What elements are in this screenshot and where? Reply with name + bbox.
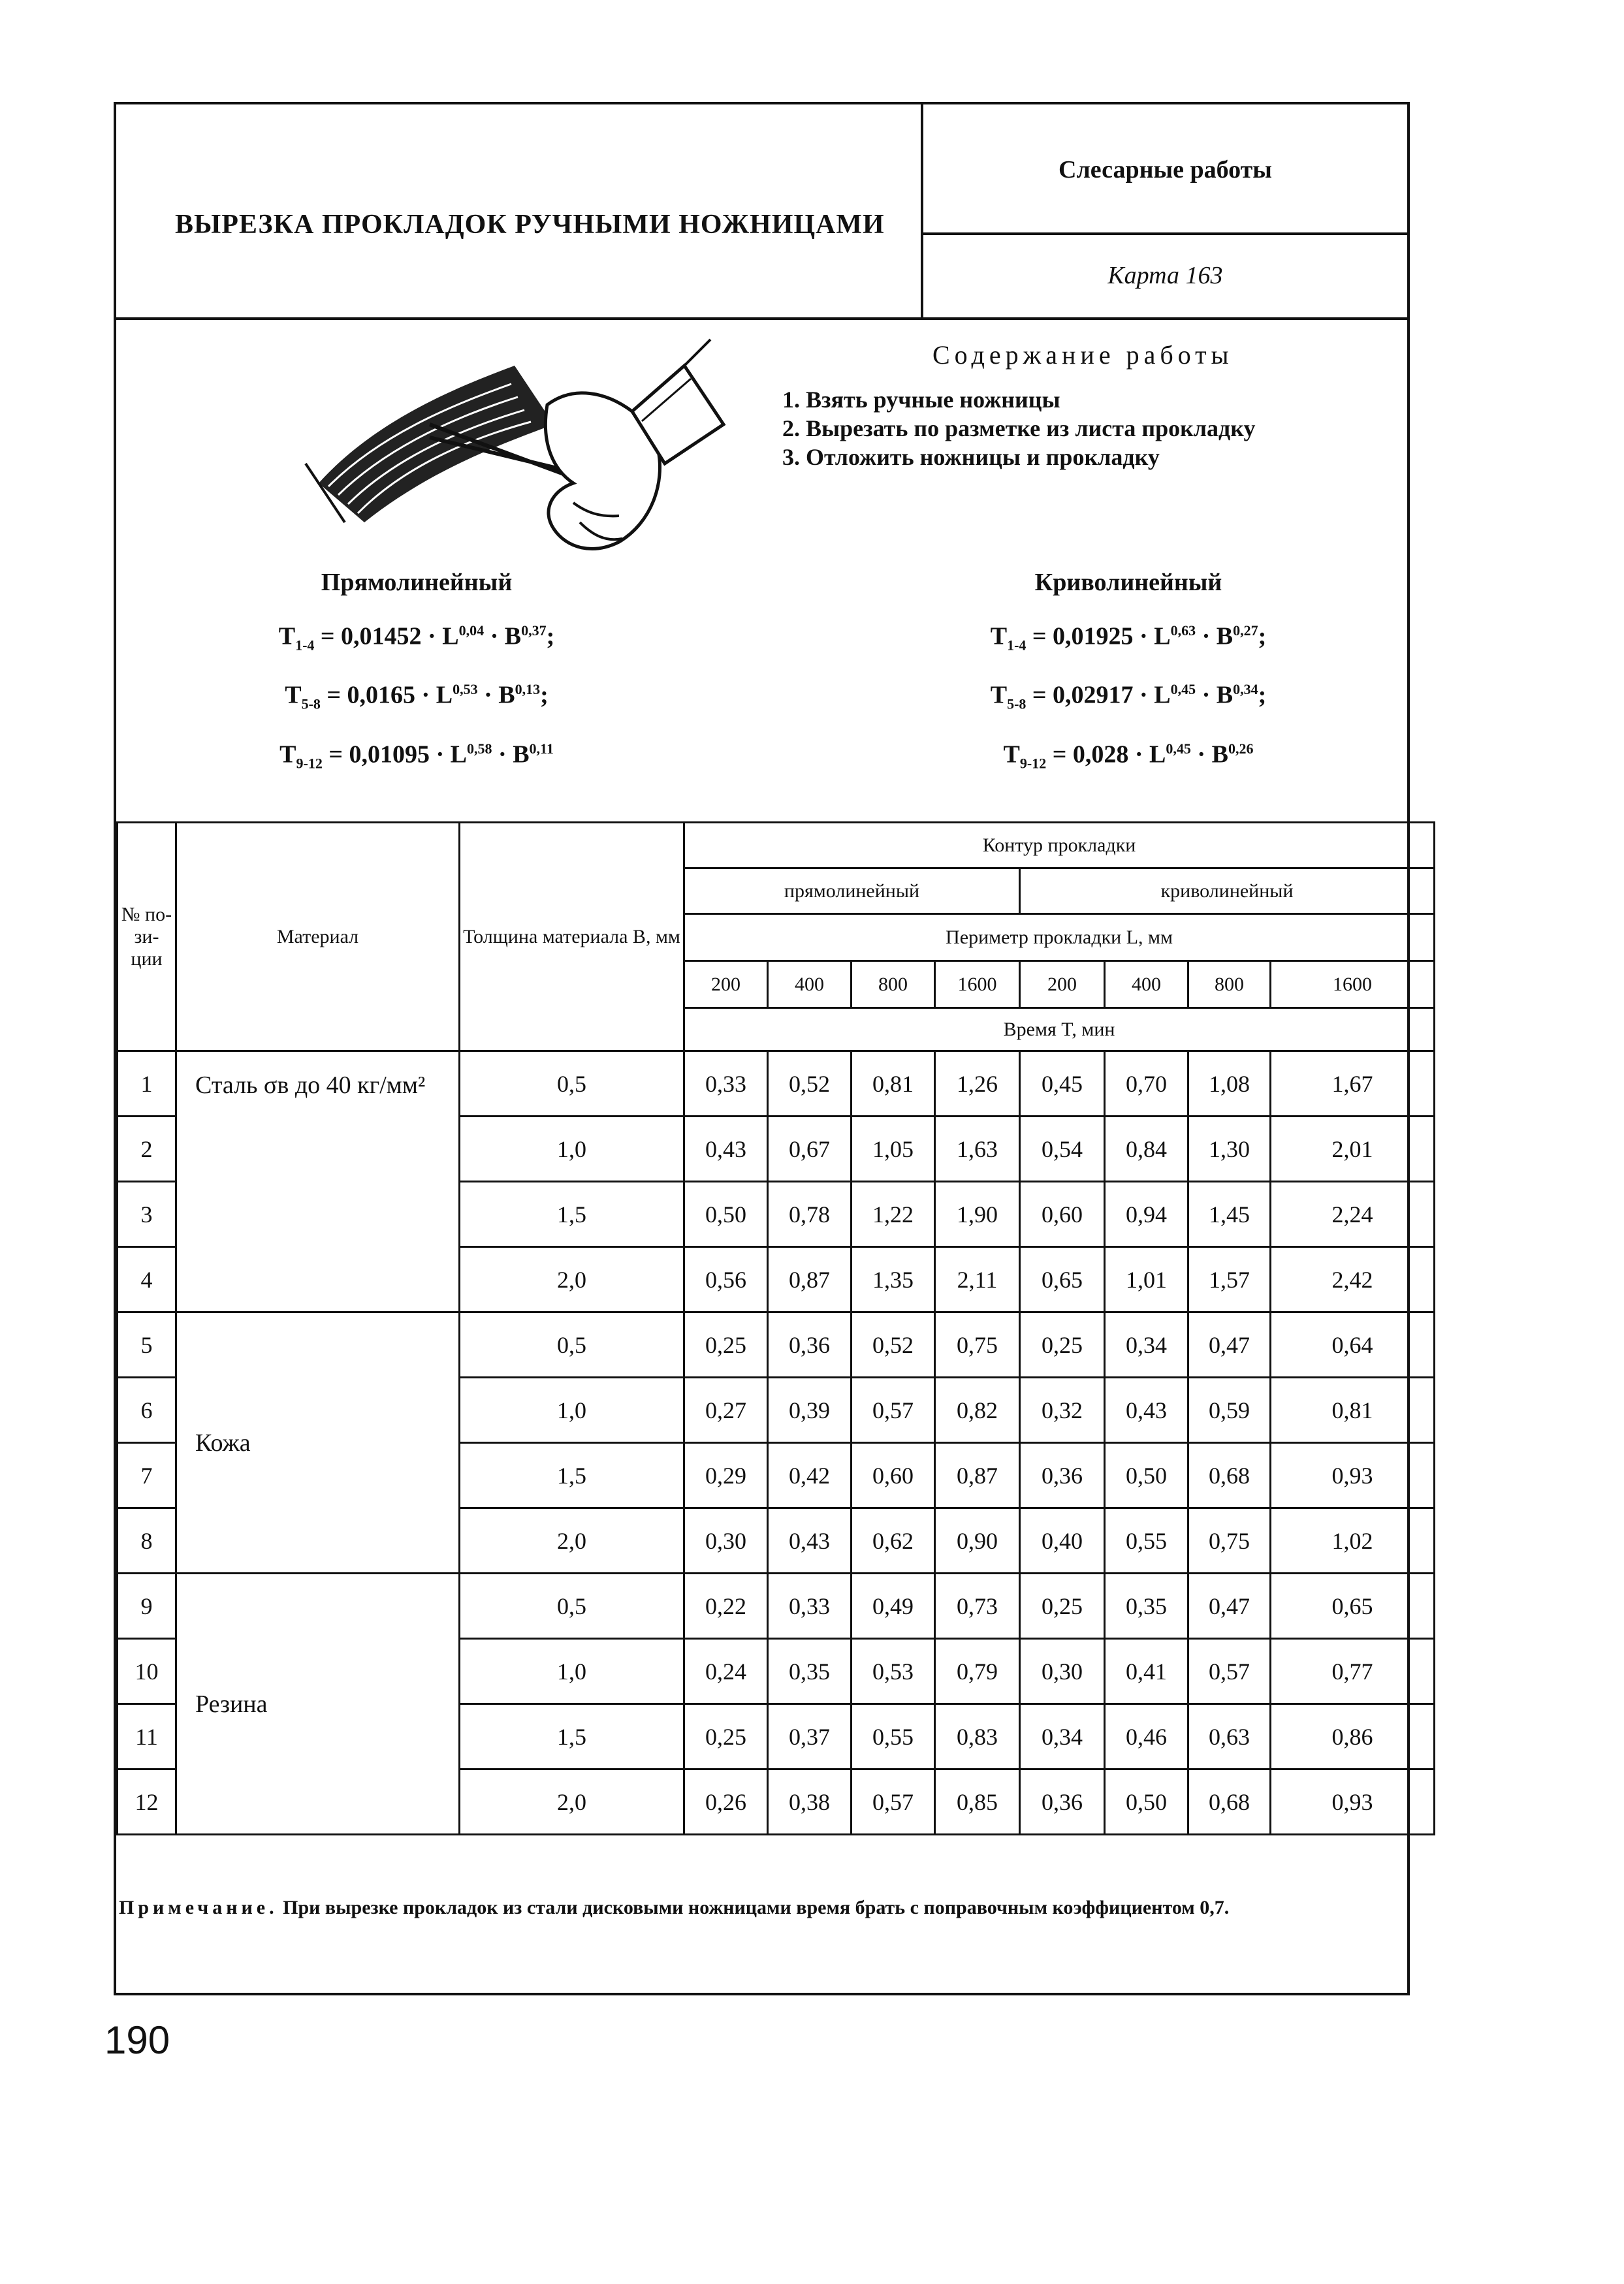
formula-line: $T_{5-8} = 0,0165 \cdot L^{0,53} \cdot B^{0,13}$; <box>285 681 549 712</box>
time-value: 0,64 <box>1271 1312 1435 1378</box>
col-header-perimeter: Периметр прокладки L, мм <box>684 914 1435 961</box>
footnote-label: Примечание. <box>119 1897 278 1918</box>
time-value: 0,25 <box>1020 1312 1105 1378</box>
perimeter-value: 200 <box>1020 961 1105 1008</box>
time-value: 0,57 <box>1188 1639 1271 1704</box>
material-name: Сталь σв до 40 кг/мм² <box>176 1051 460 1312</box>
time-value: 0,25 <box>1020 1574 1105 1639</box>
time-value: 1,05 <box>852 1117 935 1182</box>
time-value: 0,26 <box>684 1769 768 1835</box>
col-header-straight: прямолинейный <box>684 868 1020 914</box>
time-value: 0,81 <box>852 1051 935 1117</box>
time-value: 0,87 <box>935 1443 1020 1508</box>
work-step: 1. Взять ручные ножницы <box>782 387 1060 413</box>
work-step: 3. Отложить ножницы и прокладку <box>782 444 1160 470</box>
time-value: 0,22 <box>684 1574 768 1639</box>
position-number: 2 <box>118 1117 176 1182</box>
time-value: 0,30 <box>684 1508 768 1574</box>
time-value: 0,87 <box>768 1247 852 1312</box>
col-header-thickness: Толщина материала B, мм <box>460 823 684 1051</box>
time-value: 0,62 <box>852 1508 935 1574</box>
time-value: 0,46 <box>1105 1704 1188 1769</box>
time-value: 0,86 <box>1271 1704 1435 1769</box>
time-value: 0,32 <box>1020 1378 1105 1443</box>
position-number: 5 <box>118 1312 176 1378</box>
time-value: 0,78 <box>768 1182 852 1247</box>
time-value: 0,54 <box>1020 1117 1105 1182</box>
time-value: 0,50 <box>1105 1769 1188 1835</box>
time-value: 2,11 <box>935 1247 1020 1312</box>
time-value: 0,68 <box>1188 1443 1271 1508</box>
time-value: 1,08 <box>1188 1051 1271 1117</box>
position-number: 9 <box>118 1574 176 1639</box>
time-value: 0,84 <box>1105 1117 1188 1182</box>
time-value: 0,33 <box>684 1051 768 1117</box>
table-body <box>118 1051 1435 1835</box>
time-value: 0,56 <box>684 1247 768 1312</box>
time-value: 0,35 <box>1105 1574 1188 1639</box>
time-value: 0,52 <box>852 1312 935 1378</box>
time-value: 0,77 <box>1271 1639 1435 1704</box>
perimeter-value: 200 <box>684 961 768 1008</box>
time-value: 0,34 <box>1020 1704 1105 1769</box>
table-row <box>118 1574 1435 1639</box>
time-value: 0,36 <box>1020 1443 1105 1508</box>
perimeter-value: 1600 <box>1271 961 1435 1008</box>
position-number: 1 <box>118 1051 176 1117</box>
thickness-value: 1,5 <box>460 1443 684 1508</box>
thickness-value: 1,5 <box>460 1704 684 1769</box>
time-value: 0,42 <box>768 1443 852 1508</box>
time-value: 0,35 <box>768 1639 852 1704</box>
title-cell <box>116 104 923 320</box>
time-value: 0,27 <box>684 1378 768 1443</box>
time-value: 0,75 <box>935 1312 1020 1378</box>
thickness-value: 0,5 <box>460 1051 684 1117</box>
time-value: 0,59 <box>1188 1378 1271 1443</box>
norms-table <box>116 821 1435 1835</box>
time-value: 0,63 <box>1188 1704 1271 1769</box>
time-value: 0,68 <box>1188 1769 1271 1835</box>
time-value: 0,65 <box>1020 1247 1105 1312</box>
time-value: 0,60 <box>1020 1182 1105 1247</box>
time-value: 0,47 <box>1188 1312 1271 1378</box>
position-number: 12 <box>118 1769 176 1835</box>
time-value: 0,25 <box>684 1704 768 1769</box>
section-cell <box>923 104 1407 235</box>
table-row <box>118 1051 1435 1117</box>
time-value: 0,50 <box>1105 1443 1188 1508</box>
thickness-value: 1,0 <box>460 1378 684 1443</box>
time-value: 1,26 <box>935 1051 1020 1117</box>
time-value: 0,55 <box>852 1704 935 1769</box>
time-value: 0,33 <box>768 1574 852 1639</box>
time-value: 0,29 <box>684 1443 768 1508</box>
time-value: 2,01 <box>1271 1117 1435 1182</box>
time-value: 0,34 <box>1105 1312 1188 1378</box>
perimeter-value: 800 <box>852 961 935 1008</box>
thickness-value: 0,5 <box>460 1574 684 1639</box>
perimeter-value: 1600 <box>935 961 1020 1008</box>
time-value: 1,63 <box>935 1117 1020 1182</box>
time-value: 0,79 <box>935 1639 1020 1704</box>
col-header-contour: Контур прокладки <box>684 823 1435 868</box>
time-value: 0,37 <box>768 1704 852 1769</box>
work-content-heading: Содержание работы <box>932 340 1234 370</box>
time-value: 1,30 <box>1188 1117 1271 1182</box>
col-header-position: № по- зи- ции <box>118 823 176 1051</box>
perimeter-value: 400 <box>768 961 852 1008</box>
time-value: 0,57 <box>852 1769 935 1835</box>
col-header-material: Материал <box>176 823 460 1051</box>
thickness-value: 0,5 <box>460 1312 684 1378</box>
curved-formulas-title: Криволинейный <box>1034 569 1222 596</box>
col-header-curved: криволинейный <box>1020 868 1435 914</box>
time-value: 0,85 <box>935 1769 1020 1835</box>
position-number: 4 <box>118 1247 176 1312</box>
time-value: 1,35 <box>852 1247 935 1312</box>
time-value: 2,24 <box>1271 1182 1435 1247</box>
time-value: 0,93 <box>1271 1769 1435 1835</box>
straight-formulas <box>188 568 645 785</box>
time-value: 0,24 <box>684 1639 768 1704</box>
time-value: 0,67 <box>768 1117 852 1182</box>
perimeter-value: 400 <box>1105 961 1188 1008</box>
time-value: 1,22 <box>852 1182 935 1247</box>
curved-formulas <box>900 568 1357 785</box>
page-number: 190 <box>104 2018 170 2062</box>
time-value: 0,75 <box>1188 1508 1271 1574</box>
work-steps <box>782 385 1256 471</box>
time-value: 0,53 <box>852 1639 935 1704</box>
norms-table-wrapper <box>116 821 1407 1835</box>
time-value: 2,42 <box>1271 1247 1435 1312</box>
position-number: 6 <box>118 1378 176 1443</box>
time-value: 0,50 <box>684 1182 768 1247</box>
time-value: 0,83 <box>935 1704 1020 1769</box>
thickness-value: 1,5 <box>460 1182 684 1247</box>
time-value: 0,49 <box>852 1574 935 1639</box>
time-value: 0,81 <box>1271 1378 1435 1443</box>
time-value: 1,01 <box>1105 1247 1188 1312</box>
perimeter-value: 800 <box>1188 961 1271 1008</box>
time-value: 1,90 <box>935 1182 1020 1247</box>
thickness-value: 2,0 <box>460 1769 684 1835</box>
material-name: Резина <box>176 1574 460 1835</box>
time-value: 0,57 <box>852 1378 935 1443</box>
position-number: 7 <box>118 1443 176 1508</box>
time-value: 0,25 <box>684 1312 768 1378</box>
time-value: 1,02 <box>1271 1508 1435 1574</box>
time-value: 0,73 <box>935 1574 1020 1639</box>
time-value: 0,36 <box>768 1312 852 1378</box>
straight-formulas-title: Прямолинейный <box>321 569 513 596</box>
time-value: 0,52 <box>768 1051 852 1117</box>
thickness-value: 2,0 <box>460 1247 684 1312</box>
time-value: 0,45 <box>1020 1051 1105 1117</box>
formula-line: $T_{9-12} = 0,01095 \cdot L^{0,58} \cdot B^{0,11}$ <box>279 740 554 771</box>
time-value: 0,41 <box>1105 1639 1188 1704</box>
time-value: 0,55 <box>1105 1508 1188 1574</box>
time-value: 0,47 <box>1188 1574 1271 1639</box>
thickness-value: 2,0 <box>460 1508 684 1574</box>
formula-line: $T_{1-4} = 0,01925 \cdot L^{0,63} \cdot B^{0,27}$; <box>990 622 1267 654</box>
time-value: 0,43 <box>684 1117 768 1182</box>
time-value: 0,30 <box>1020 1639 1105 1704</box>
position-number: 3 <box>118 1182 176 1247</box>
document-frame <box>114 102 1410 1995</box>
time-value: 1,45 <box>1188 1182 1271 1247</box>
position-number: 11 <box>118 1704 176 1769</box>
time-value: 0,43 <box>1105 1378 1188 1443</box>
table-row <box>118 1312 1435 1378</box>
col-header-time: Время T, мин <box>684 1008 1435 1051</box>
formula-line: $T_{1-4} = 0,01452 \cdot L^{0,04} \cdot B^{0,37}$; <box>278 622 555 654</box>
position-number: 8 <box>118 1508 176 1574</box>
card-cell <box>923 235 1407 320</box>
footnote-text: При вырезке прокладок из стали дисковыми ножницами время брать с поправочным коэффициентом 0,7. <box>278 1897 1230 1918</box>
material-name: Кожа <box>176 1312 460 1574</box>
time-value: 0,40 <box>1020 1508 1105 1574</box>
time-value: 0,39 <box>768 1378 852 1443</box>
position-number: 10 <box>118 1639 176 1704</box>
thickness-value: 1,0 <box>460 1117 684 1182</box>
formula-line: $T_{5-8} = 0,02917 \cdot L^{0,45} \cdot B^{0,34}$; <box>990 681 1267 712</box>
thickness-value: 1,0 <box>460 1639 684 1704</box>
time-value: 0,36 <box>1020 1769 1105 1835</box>
time-value: 0,65 <box>1271 1574 1435 1639</box>
time-value: 1,67 <box>1271 1051 1435 1117</box>
time-value: 0,70 <box>1105 1051 1188 1117</box>
section-label: Слесарные работы <box>1059 156 1272 183</box>
time-value: 0,82 <box>935 1378 1020 1443</box>
work-step: 2. Вырезать по разметке из листа прокладку <box>782 415 1256 441</box>
time-value: 0,60 <box>852 1443 935 1508</box>
time-value: 0,94 <box>1105 1182 1188 1247</box>
time-value: 1,57 <box>1188 1247 1271 1312</box>
time-value: 0,38 <box>768 1769 852 1835</box>
footnote <box>116 1894 1407 1922</box>
document-title: ВЫРЕЗКА ПРОКЛАДОК РУЧНЫМИ НОЖНИЦАМИ <box>175 210 885 240</box>
card-number: Карта 163 <box>1107 262 1223 289</box>
time-value: 0,43 <box>768 1508 852 1574</box>
time-value: 0,93 <box>1271 1443 1435 1508</box>
formula-line: $T_{9-12} = 0,028 \cdot L^{0,45} \cdot B^{0,26}$ <box>1003 740 1254 771</box>
time-value: 0,90 <box>935 1508 1020 1574</box>
